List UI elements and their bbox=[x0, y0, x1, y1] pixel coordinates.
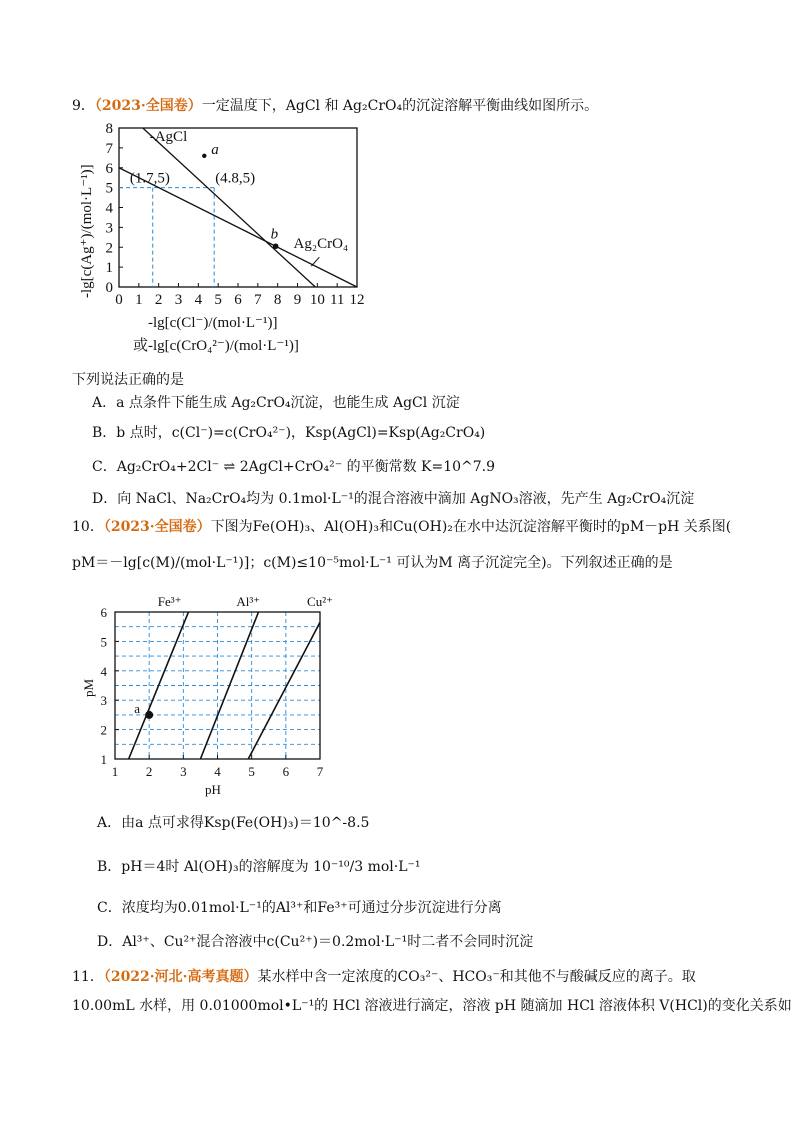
chart2-ytick-label: 1 bbox=[100, 752, 107, 767]
chart2-series-label-2: Cu²⁺ bbox=[307, 594, 333, 609]
q9-number: 9． bbox=[72, 98, 95, 114]
q11-stem bbox=[72, 968, 696, 986]
chart1-xlabel: -lg[c(Cl⁻)/(mol·L⁻¹)] bbox=[148, 315, 278, 331]
chart1-ytick-label: 8 bbox=[105, 121, 113, 137]
q11-stem2: 10.00mL 水样，用 0.01000mol•L⁻¹的 HCl 溶液进行滴定，溶液 pH 随滴加 HCl 溶液体积 V(HCl)的变化关系如 bbox=[72, 998, 792, 1014]
chart1-ytick-label: 6 bbox=[105, 160, 113, 177]
chart2-series-2 bbox=[248, 622, 320, 759]
chart2-ytick-label: 2 bbox=[100, 722, 107, 738]
chart2-xtick-label: 2 bbox=[145, 764, 153, 779]
chart1-ytick-label: 0 bbox=[105, 280, 113, 296]
chart1-plot bbox=[106, 121, 365, 308]
chart1-xtick-label: 5 bbox=[214, 292, 222, 308]
q11-source: （2022·河北·高考真题） bbox=[103, 969, 258, 985]
chart1-xtick-label: 1 bbox=[135, 292, 143, 308]
chart1-point-a bbox=[202, 154, 206, 158]
chart2-series-label-1: Al³⁺ bbox=[236, 594, 261, 609]
q9-option-a[interactable]: A．a 点条件下能生成 Ag₂CrO₄沉淀，也能生成 AgCl 沉淀 bbox=[92, 395, 460, 411]
q10-number: 10． bbox=[72, 519, 104, 535]
chart2-ylabel: pM bbox=[81, 678, 96, 697]
q10-option-c[interactable]: C．浓度均为0.01mol·L⁻¹的Al³⁺和Fe³⁺可通过分步沉淀进行分离 bbox=[97, 900, 502, 916]
chart1-ytick-label: 2 bbox=[105, 240, 113, 257]
chart2-point-a-label: a bbox=[134, 700, 141, 716]
chart1-label-ag2cro4-leader bbox=[311, 257, 319, 266]
chart1-ytick-label: 5 bbox=[105, 180, 113, 197]
chart1-label-agcl: -AgCl bbox=[149, 128, 188, 145]
chart1-point-b bbox=[273, 243, 279, 249]
q10-stem-text: 下图为Fe(OH)₃、Al(OH)₃和Cu(OH)₂在水中达沉淀溶解平衡时的pM－pH 关系图( bbox=[210, 519, 732, 535]
chart1-point-a-label: a bbox=[211, 141, 219, 158]
chart1-label-ag2cro4: Ag₂CrO₄ bbox=[293, 236, 349, 253]
chart1-xtick-label: 2 bbox=[154, 292, 163, 308]
chart1-xtick-label: 3 bbox=[174, 292, 183, 308]
q9-prompt: 下列说法正确的是 bbox=[72, 372, 184, 388]
q11-number: 11． bbox=[72, 969, 104, 985]
chart1-xlabel2: 或-lg[c(CrO₄²⁻)/(mol·L⁻¹)] bbox=[133, 338, 299, 354]
chart1-xtick-label: 8 bbox=[273, 292, 282, 308]
chart2-ytick-label: 4 bbox=[100, 663, 107, 679]
chart1-ytick-label: 1 bbox=[105, 260, 113, 277]
chart2-ytick-label: 5 bbox=[100, 634, 107, 650]
chart-pm-ph bbox=[70, 588, 340, 800]
q10-option-d[interactable]: D．Al³⁺、Cu²⁺混合溶液中c(Cu²⁺)＝0.2mol·L⁻¹时二者不会同时沉淀 bbox=[97, 934, 534, 950]
q10-source: （2023·全国卷） bbox=[103, 519, 211, 535]
q9-stem bbox=[72, 97, 598, 115]
q10-option-b[interactable]: B．pH＝4时 Al(OH)₃的溶解度为 10⁻¹⁰/3 mol·L⁻¹ bbox=[97, 859, 421, 875]
chart1-xtick-label: 7 bbox=[254, 292, 262, 308]
chart1-xtick-label: 0 bbox=[115, 292, 123, 308]
q9-option-b[interactable]: B．b 点时，c(Cl⁻)=c(CrO₄²⁻)，Ksp(AgCl)=Ksp(Ag₂CrO₄) bbox=[92, 425, 486, 441]
chart1-xtick-label: 6 bbox=[234, 292, 242, 308]
chart2-series-label-0: Fe³⁺ bbox=[157, 594, 182, 609]
q9-option-c[interactable]: C．Ag₂CrO₄+2Cl⁻ ⇌ 2AgCl+CrO₄²⁻ 的平衡常数 K=10^7.9 bbox=[92, 459, 496, 475]
q9-stem-text: 一定温度下，AgCl 和 Ag₂CrO₄的沉淀溶解平衡曲线如图所示。 bbox=[201, 98, 599, 114]
chart1-xtick-label: 9 bbox=[293, 292, 302, 308]
chart1-xtick-label: 11 bbox=[329, 292, 345, 308]
q9-source: （2023·全国卷） bbox=[94, 98, 202, 114]
chart2-xtick-label: 3 bbox=[180, 764, 187, 779]
q10-stem2: pM＝－lg[c(M)/(mol·L⁻¹)]；c(M)≤10⁻⁵mol·L⁻¹ 可认为M 离子沉淀完全)。下列叙述正确的是 bbox=[72, 555, 673, 571]
chart1-ytick-label: 4 bbox=[105, 200, 113, 217]
q11-stem-text: 某水样中含一定浓度的CO₃²⁻、HCO₃⁻和其他不与酸碱反应的离子。取 bbox=[257, 969, 696, 985]
chart1-frame bbox=[119, 128, 357, 287]
chart2-plot bbox=[101, 594, 333, 779]
q10-stem bbox=[72, 518, 731, 536]
chart1-series-0 bbox=[143, 128, 316, 287]
chart1-xtick-label: 10 bbox=[309, 292, 325, 308]
chart1-ytick-label: 3 bbox=[105, 220, 113, 237]
chart2-point-a bbox=[145, 711, 153, 719]
chart1-xtick-label: 12 bbox=[349, 292, 365, 308]
chart2-ytick-label: 6 bbox=[100, 605, 107, 620]
chart1-point-b-label: b bbox=[270, 226, 279, 243]
chart2-xlabel: pH bbox=[205, 782, 221, 797]
chart1-xtick-label: 4 bbox=[194, 292, 203, 308]
chart2-xtick-label: 1 bbox=[111, 764, 119, 779]
chart2-ytick-label: 3 bbox=[100, 693, 107, 709]
q10-option-a[interactable]: A．由a 点可求得Ksp(Fe(OH)₃)＝10^-8.5 bbox=[97, 815, 370, 831]
chart-agcl-ag2cro4 bbox=[60, 118, 380, 360]
chart1-ytick-label: 7 bbox=[105, 140, 113, 157]
chart2-xtick-label: 5 bbox=[248, 764, 255, 779]
chart1-ylabel: -lg[c(Ag⁺)/(mol·L⁻¹)] bbox=[79, 164, 95, 298]
chart2-xtick-label: 6 bbox=[282, 764, 290, 779]
chart2-xtick-label: 4 bbox=[214, 764, 221, 779]
chart1-annot-1: (1.7,5) bbox=[129, 170, 170, 187]
chart1-annot-2: (4.8,5) bbox=[215, 170, 256, 187]
q9-option-d[interactable]: D．向 NaCl、Na₂CrO₄均为 0.1mol·L⁻¹的混合溶液中滴加 AgNO₃溶液，先产生 Ag₂CrO₄沉淀 bbox=[92, 491, 695, 507]
chart2-xtick-label: 7 bbox=[316, 764, 324, 779]
